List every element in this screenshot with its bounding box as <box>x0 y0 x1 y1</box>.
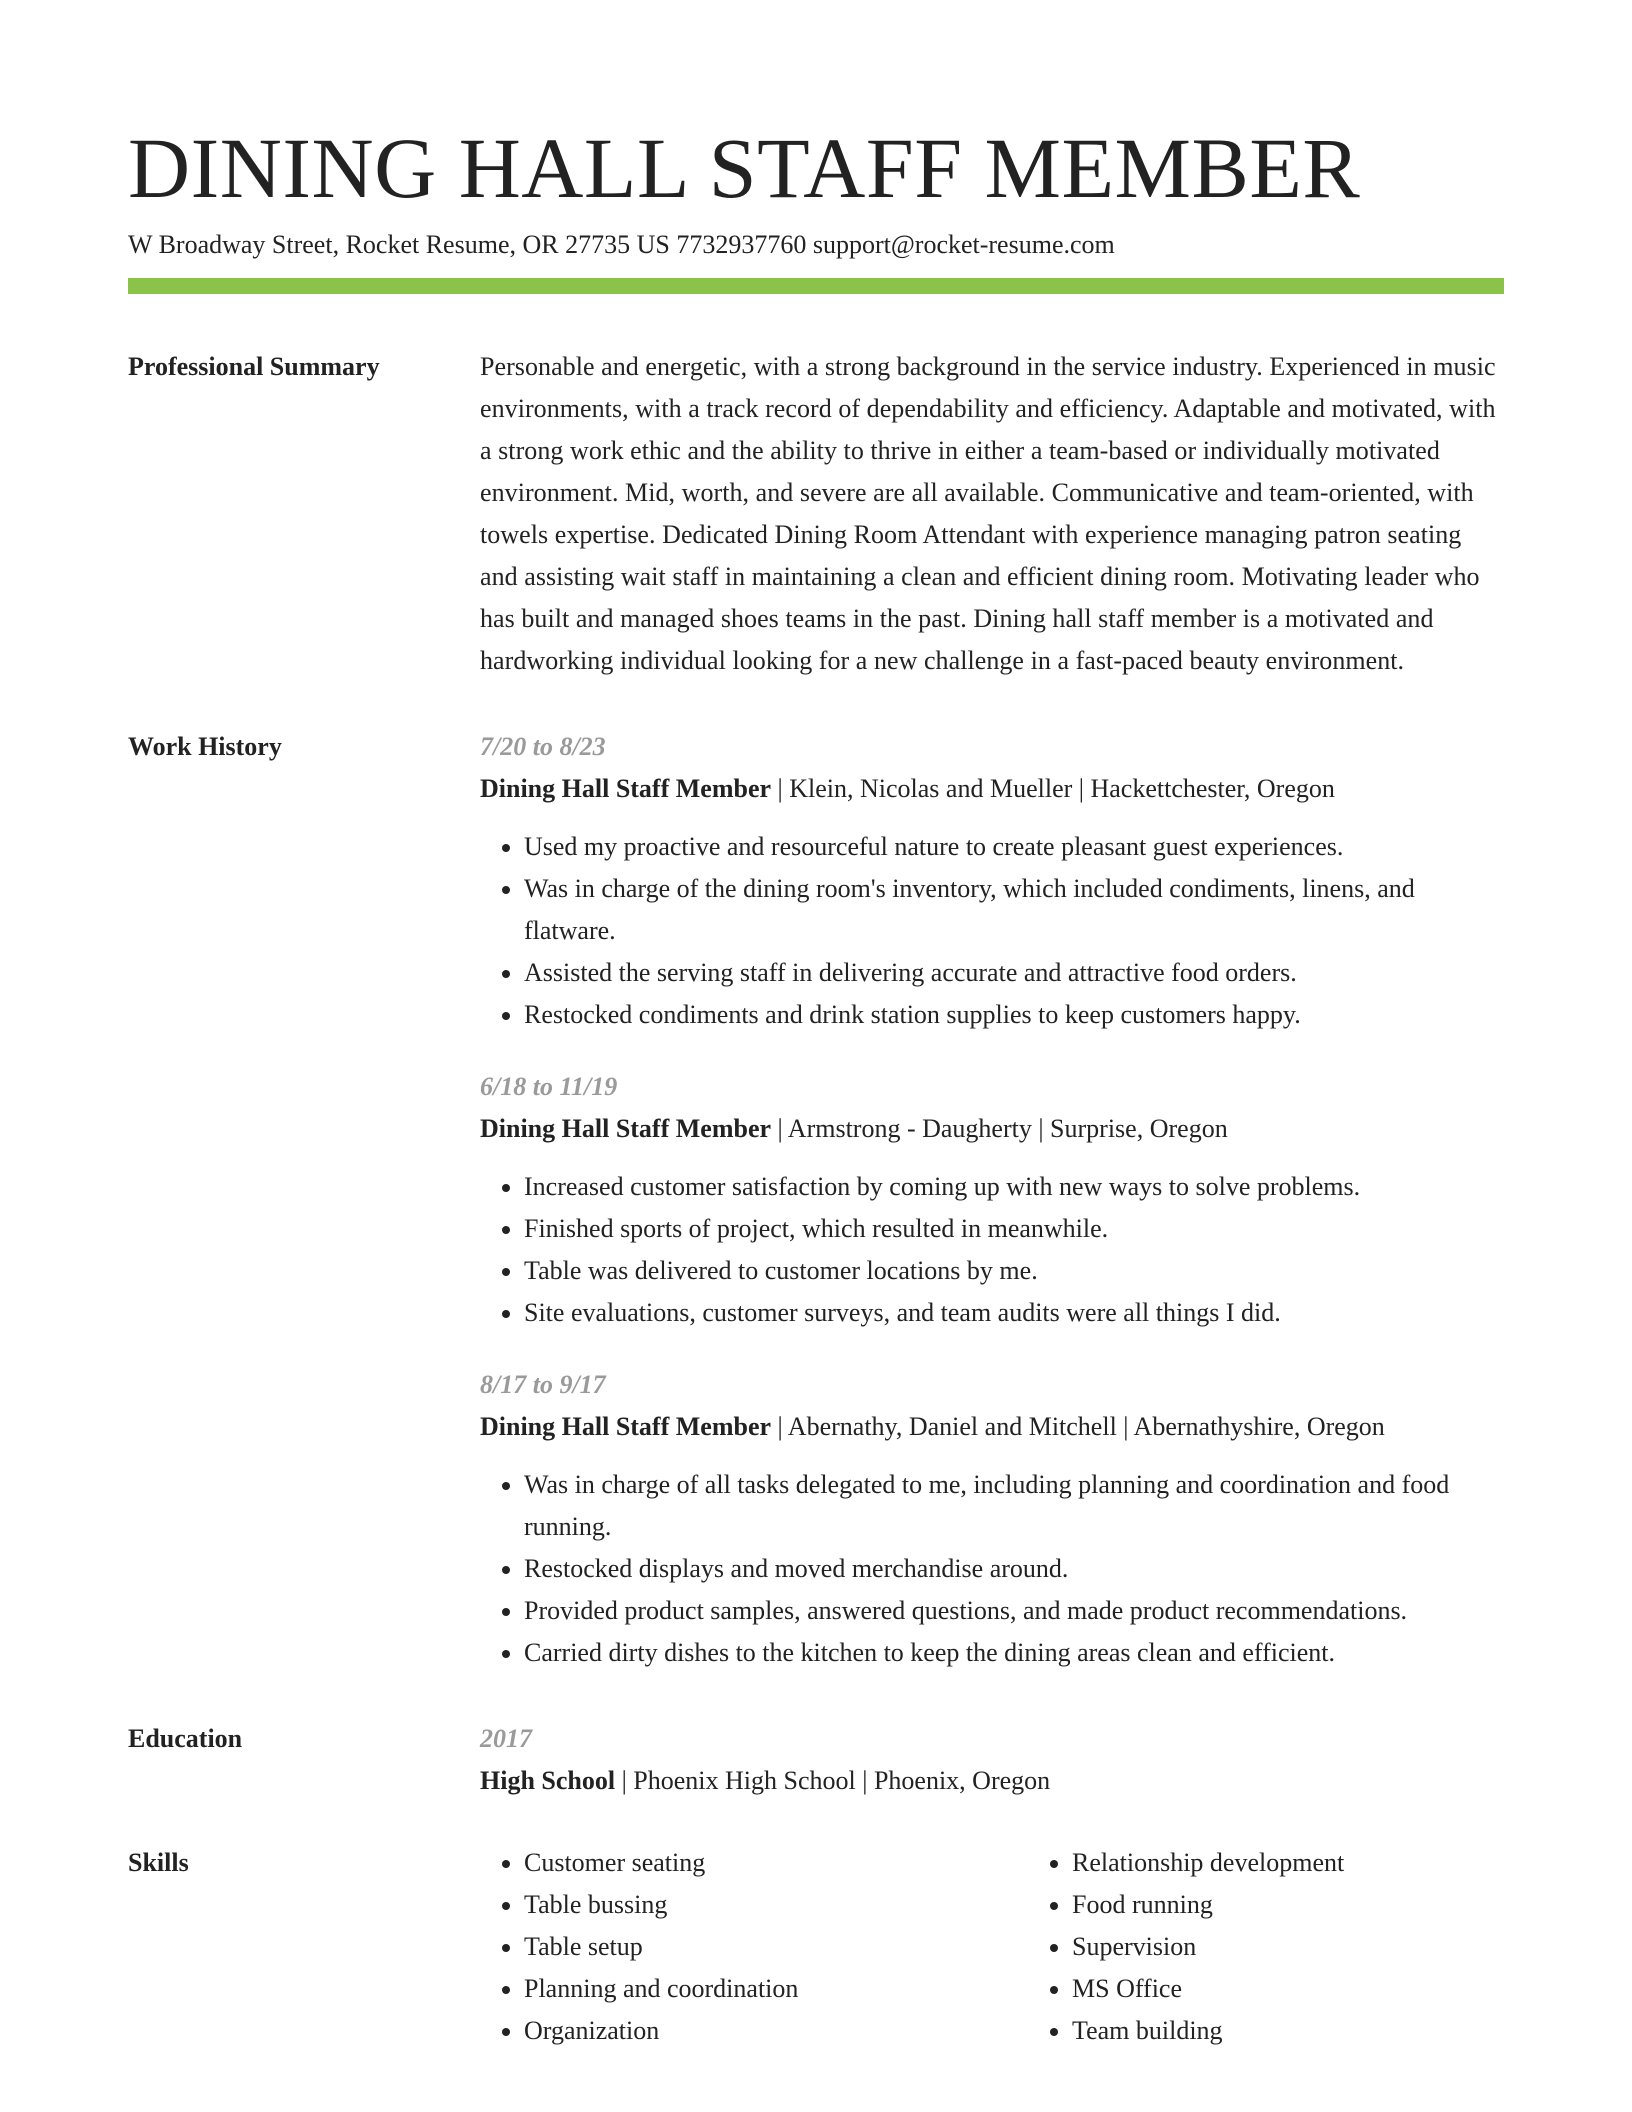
job-bullets <box>480 826 1504 1036</box>
list-item: • Restocked displays and moved merchandise around. <box>524 1548 1504 1590</box>
section-label-skills: Skills <box>128 1848 189 1877</box>
list-item: • Site evaluations, customer surveys, and team audits were all things I did. <box>524 1292 1504 1334</box>
job-title-line <box>480 1108 1504 1150</box>
skill-item: • Food running <box>1072 1884 1532 1926</box>
job-bullets <box>480 1464 1504 1674</box>
skill-item: • MS Office <box>1072 1968 1532 2010</box>
skill-item: • Relationship development <box>1072 1842 1532 1884</box>
job-dates: 6/18 to 11/19 <box>480 1072 618 1101</box>
skills-column-1 <box>480 1842 1028 2052</box>
job-employer-location: | Klein, Nicolas and Mueller | Hackettchester, Oregon <box>771 774 1335 803</box>
section-label-education: Education <box>128 1724 243 1753</box>
job-title: Dining Hall Staff Member <box>480 1114 772 1143</box>
education-line <box>480 1760 1504 1802</box>
skill-item: • Customer seating <box>524 1842 1028 1884</box>
job-dates: 8/17 to 9/17 <box>480 1370 606 1399</box>
skill-item: • Table bussing <box>524 1884 1028 1926</box>
job-title: Dining Hall Staff Member <box>480 1412 772 1441</box>
skills-grid <box>480 1842 1532 2052</box>
list-item: • Table was delivered to customer locations by me. <box>524 1250 1504 1292</box>
job-title: Dining Hall Staff Member <box>480 774 772 803</box>
section-label-work-history: Work History <box>128 732 282 761</box>
skill-item: • Team building <box>1072 2010 1532 2052</box>
job-employer-location: | Armstrong - Daugherty | Surprise, Oregon <box>771 1114 1228 1143</box>
resume-name: DINING HALL STAFF MEMBER <box>128 120 1361 216</box>
skills-section <box>128 1842 1504 2052</box>
job-bullets <box>480 1166 1504 1334</box>
skills-column-2 <box>1028 1842 1532 2052</box>
job-entry <box>480 1364 1504 1674</box>
list-item: • Increased customer satisfaction by coming up with new ways to solve problems. <box>524 1166 1504 1208</box>
list-item: • Was in charge of all tasks delegated to me, including planning and coordination and food running. <box>524 1464 1504 1548</box>
job-dates: 7/20 to 8/23 <box>480 732 606 761</box>
section-label-summary: Professional Summary <box>128 352 380 381</box>
list-item: • Was in charge of the dining room's inventory, which included condiments, linens, and flatware. <box>524 868 1504 952</box>
skill-item: • Table setup <box>524 1926 1028 1968</box>
list-item: • Carried dirty dishes to the kitchen to keep the dining areas clean and efficient. <box>524 1632 1504 1674</box>
list-item: • Finished sports of project, which resulted in meanwhile. <box>524 1208 1504 1250</box>
education-year: 2017 <box>480 1724 532 1753</box>
list-item: • Provided product samples, answered questions, and made product recommendations. <box>524 1590 1504 1632</box>
job-employer-location: | Abernathy, Daniel and Mitchell | Abernathyshire, Oregon <box>771 1412 1385 1441</box>
contact-info: W Broadway Street, Rocket Resume, OR 27735 US 7732937760 support@rocket-resume.com <box>128 230 1115 259</box>
skill-item: • Organization <box>524 2010 1028 2052</box>
skill-item: • Planning and coordination <box>524 1968 1028 2010</box>
summary-text: Personable and energetic, with a strong background in the service industry. Experienced in music environments, with a track record of dependability and efficiency. Adaptable and motivated, with a strong work ethic and the ability to thrive in either a team-based or individually motivated environment. Mid, worth, and severe are all available. Communicative and team-oriented, with towels expertise. Dedicated Dining Room Attendant with experience managing patron seating and assisting wait staff in maintaining a clean and efficient dining room. Motivating leader who has built and managed shoes teams in the past. Dining hall staff member is a motivated and hardworking individual looking for a new challenge in a fast-paced beauty environment. <box>480 352 1496 675</box>
accent-divider <box>128 278 1504 294</box>
work-history-section <box>128 726 1504 1674</box>
job-entry <box>480 1066 1504 1334</box>
skill-item: • Supervision <box>1072 1926 1532 1968</box>
education-school-location: | Phoenix High School | Phoenix, Oregon <box>615 1766 1051 1795</box>
education-degree: High School <box>480 1766 616 1795</box>
summary-section <box>128 346 1504 682</box>
list-item: • Restocked condiments and drink station supplies to keep customers happy. <box>524 994 1504 1036</box>
job-title-line <box>480 768 1504 810</box>
resume-page <box>128 118 1504 2052</box>
job-entry <box>480 726 1504 1036</box>
education-section <box>128 1718 1504 1802</box>
list-item: • Assisted the serving staff in delivering accurate and attractive food orders. <box>524 952 1504 994</box>
job-title-line <box>480 1406 1504 1448</box>
list-item: • Used my proactive and resourceful nature to create pleasant guest experiences. <box>524 826 1504 868</box>
